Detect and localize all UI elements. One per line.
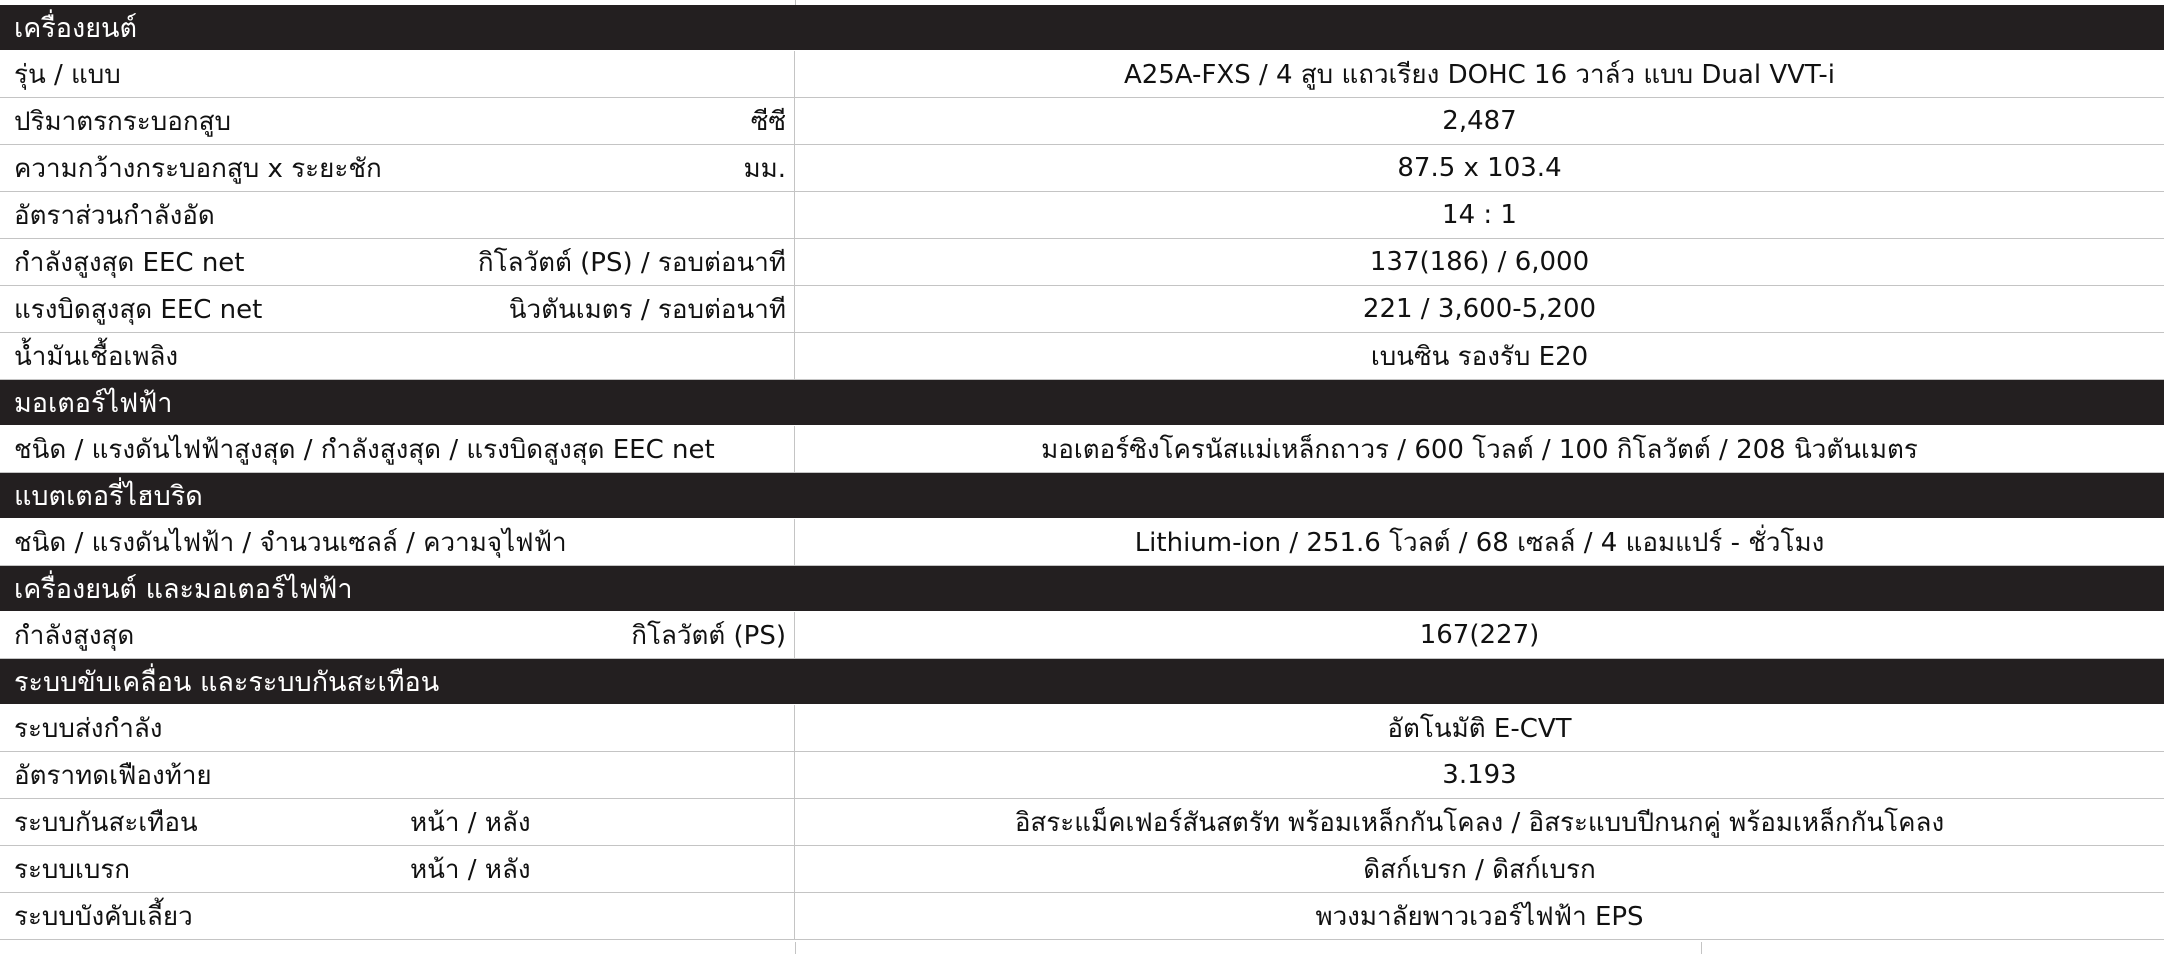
table-row <box>0 799 2164 846</box>
row-label-cell <box>0 799 795 845</box>
row-label: อัตราทดเฟืองท้าย <box>14 760 212 791</box>
row-label-cell <box>0 519 795 565</box>
row-label: ชนิด / แรงดันไฟฟ้า / จำนวนเซลล์ / ความจุไฟฟ้า <box>14 527 567 558</box>
row-value-cell: พวงมาลัยพาวเวอร์ไฟฟ้า EPS <box>1315 901 1644 932</box>
table-row <box>0 752 2164 799</box>
table-row <box>0 846 2164 893</box>
row-label: ระบบบังคับเลี้ยว <box>14 901 193 932</box>
row-label-cell <box>0 51 795 97</box>
row-label: ปริมาตรกระบอกสูบ <box>14 106 231 137</box>
row-value-cell: A25A-FXS / 4 สูบ แถวเรียง DOHC 16 วาล์ว แบบ Dual VVT-i <box>1123 59 1836 90</box>
table-row <box>0 98 2164 145</box>
row-label: แรงบิดสูงสุด EEC net <box>14 294 263 325</box>
row-label: อัตราส่วนกำลังอัด <box>14 200 215 231</box>
row-unit: กิโลวัตต์ (PS) <box>631 620 786 651</box>
row-unit: มม. <box>743 153 786 184</box>
row-value-cell: 2,487 <box>1442 106 1517 136</box>
column-divider-bottom-right <box>1701 942 1702 954</box>
row-value-cell: 137(186) / 6,000 <box>1369 247 1590 277</box>
table-row <box>0 286 2164 333</box>
row-label-cell <box>0 846 795 892</box>
section-header-engine: เครื่องยนต์ <box>0 5 2164 51</box>
row-value-cell: 3.193 <box>1442 760 1517 790</box>
row-label: ชนิด / แรงดันไฟฟ้าสูงสุด / กำลังสูงสุด / แรงบิดสูงสุด EEC net <box>14 434 715 465</box>
row-label-cell <box>0 612 795 658</box>
row-value-cell: อิสระแม็คเฟอร์สันสตรัท พร้อมเหล็กกันโคลง / อิสระแบบปีกนกคู่ พร้อมเหล็กกันโคลง <box>1014 807 1945 838</box>
table-row <box>0 145 2164 192</box>
row-value-cell: 87.5 x 103.4 <box>1397 153 1562 183</box>
row-label: ระบบเบรก <box>14 854 131 885</box>
row-label: กำลังสูงสุด EEC net <box>14 247 245 278</box>
row-value-cell: ดิสก์เบรก / ดิสก์เบรก <box>1363 854 1596 885</box>
section-header-drivetrain-suspension: ระบบขับเคลื่อน และระบบกันสะเทือน <box>0 659 2164 705</box>
row-unit: กิโลวัตต์ (PS) / รอบต่อนาที <box>477 247 786 278</box>
row-value-cell: 167(227) <box>1419 620 1540 650</box>
row-label-cell <box>0 145 795 191</box>
row-value-cell: เบนซิน รองรับ E20 <box>1370 341 1589 372</box>
spec-table <box>0 5 2164 940</box>
row-label-cell <box>0 98 795 144</box>
row-label: ความกว้างกระบอกสูบ x ระยะชัก <box>14 153 382 184</box>
row-label: กำลังสูงสุด <box>14 620 135 651</box>
row-value-cell: 221 / 3,600-5,200 <box>1362 294 1597 324</box>
table-row <box>0 705 2164 752</box>
row-unit: หน้า / หลัง <box>410 807 531 838</box>
row-value-cell: อัตโนมัติ E-CVT <box>1387 713 1572 744</box>
row-value-cell: Lithium-ion / 251.6 โวลต์ / 68 เซลล์ / 4 แอมแปร์ - ชั่วโมง <box>1134 527 1825 558</box>
row-unit: นิวตันเมตร / รอบต่อนาที <box>508 294 786 325</box>
table-row <box>0 239 2164 286</box>
row-label: รุ่น / แบบ <box>14 59 121 90</box>
section-header-engine-and-motor: เครื่องยนต์ และมอเตอร์ไฟฟ้า <box>0 566 2164 612</box>
table-row <box>0 612 2164 659</box>
column-divider-bottom <box>795 942 796 954</box>
row-label-cell <box>0 333 795 379</box>
table-row <box>0 51 2164 98</box>
row-label-cell <box>0 705 795 751</box>
row-label: ระบบกันสะเทือน <box>14 807 198 838</box>
table-row <box>0 192 2164 239</box>
row-label: น้ำมันเชื้อเพลิง <box>14 341 179 372</box>
row-unit: หน้า / หลัง <box>410 854 531 885</box>
row-value-cell: 14 : 1 <box>1442 200 1517 230</box>
table-row <box>0 333 2164 380</box>
row-value-cell: มอเตอร์ซิงโครนัสแม่เหล็กถาวร / 600 โวลต์ / 100 กิโลวัตต์ / 208 นิวตันเมตร <box>1041 434 1918 465</box>
row-label-cell <box>0 426 795 472</box>
row-label-cell <box>0 286 795 332</box>
section-header-electric-motor: มอเตอร์ไฟฟ้า <box>0 380 2164 426</box>
table-continuation <box>0 942 2164 954</box>
row-label-cell <box>0 239 795 285</box>
table-row <box>0 893 2164 940</box>
row-label-cell <box>0 192 795 238</box>
row-unit: ซีซี <box>750 106 786 137</box>
table-row <box>0 426 2164 473</box>
row-label-cell <box>0 752 795 798</box>
section-header-hybrid-battery: แบตเตอรี่ไฮบริด <box>0 473 2164 519</box>
table-row <box>0 519 2164 566</box>
row-label: ระบบส่งกำลัง <box>14 713 163 744</box>
row-label-cell <box>0 893 795 939</box>
